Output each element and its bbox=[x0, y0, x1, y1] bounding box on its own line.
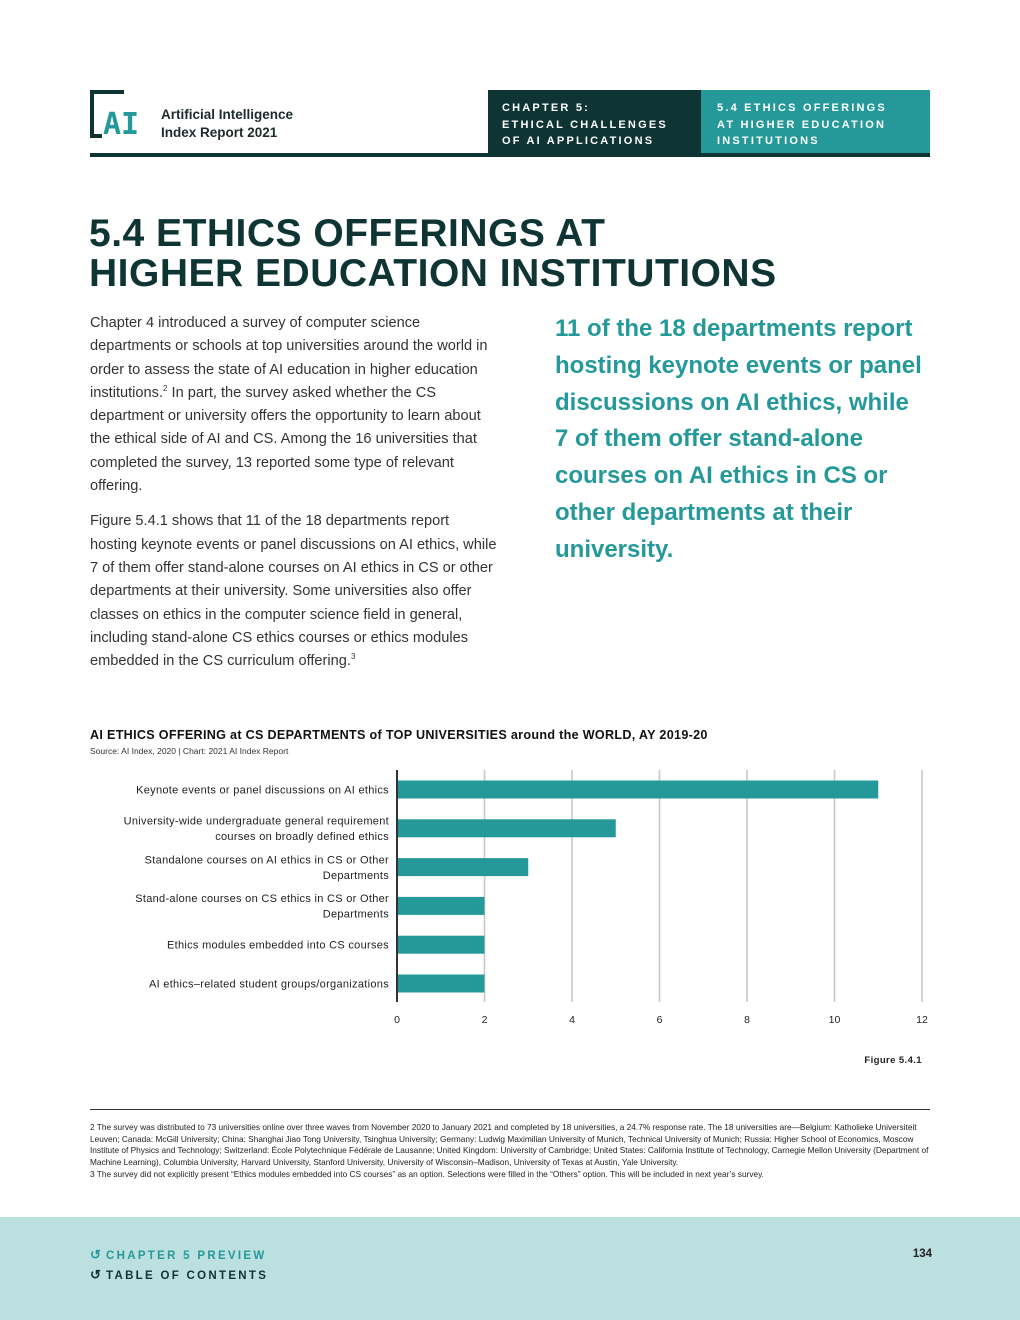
footnote-ref-2[interactable]: 2 bbox=[163, 384, 168, 394]
category-label: Keynote events or panel discussions on AI ethics bbox=[136, 784, 389, 797]
chapter-preview-link[interactable] bbox=[90, 1247, 267, 1263]
chart-source: Source: AI Index, 2020 | Chart: 2021 AI Index Report bbox=[90, 746, 289, 756]
body-paragraph-1-text-a: Chapter 4 introduced a survey of computer science departments or schools at top universities around the world in order to assess the state of AI education in higher education institutions. bbox=[90, 315, 488, 401]
x-tick-label: 4 bbox=[569, 1014, 575, 1026]
x-tick-label: 10 bbox=[828, 1014, 841, 1026]
brand-line-2: Index Report 2021 bbox=[161, 125, 278, 140]
brand-line-1: Artificial Intelligence bbox=[161, 107, 294, 122]
return-arrow-icon: ↺ bbox=[90, 1267, 101, 1282]
x-tick-label: 6 bbox=[656, 1014, 663, 1026]
chart-title: AI ETHICS OFFERING at CS DEPARTMENTS of TOP UNIVERSITIES around the WORLD, AY 2019-20 bbox=[90, 728, 708, 742]
title-line-2: HIGHER EDUCATION INSTITUTIONS bbox=[89, 252, 777, 295]
x-tick-label: 8 bbox=[744, 1014, 750, 1026]
svg-text:AI: AI bbox=[103, 107, 140, 138]
chapter-preview-label: CHAPTER 5 PREVIEW bbox=[106, 1250, 267, 1262]
table-of-contents-label: TABLE OF CONTENTS bbox=[106, 1270, 269, 1282]
section-line-3: INSTITUTIONS bbox=[717, 135, 820, 147]
bar-4 bbox=[397, 897, 485, 915]
category-label: Departments bbox=[322, 869, 389, 882]
figure-label: Figure 5.4.1 bbox=[864, 1055, 922, 1066]
section-line-1: 5.4 ETHICS OFFERINGS bbox=[717, 102, 887, 114]
bar-1 bbox=[397, 781, 878, 799]
body-paragraph-1-text-b: In part, the survey asked whether the CS department or university offers the opportunity to learn about the ethical side of AI and CS. Among the 16 universities that completed the survey, 13 reported some type of relevant offering. bbox=[90, 384, 481, 495]
bar-5 bbox=[397, 936, 485, 954]
table-of-contents-link[interactable] bbox=[90, 1267, 268, 1283]
footnotes bbox=[90, 1122, 930, 1181]
return-arrow-icon: ↺ bbox=[90, 1247, 101, 1262]
x-tick-label: 0 bbox=[394, 1014, 400, 1026]
chapter-line-2: ETHICAL CHALLENGES bbox=[502, 118, 668, 131]
footnote-ref-3[interactable]: 3 bbox=[350, 652, 356, 662]
category-label: University-wide undergraduate general requirement bbox=[123, 815, 389, 828]
bar-3 bbox=[397, 858, 528, 876]
x-tick-label: 2 bbox=[481, 1014, 488, 1026]
footnote-divider bbox=[90, 1109, 930, 1110]
title-line-1: 5.4 ETHICS OFFERINGS AT bbox=[89, 212, 606, 255]
category-label: Standalone courses on AI ethics in CS or Other bbox=[144, 854, 389, 867]
category-label: courses on broadly defined ethics bbox=[215, 831, 389, 844]
bar-6 bbox=[397, 975, 485, 993]
pull-quote: 11 of the 18 departments report hosting keynote events or panel discussions on AI ethics, while 7 of them offer stand-alone courses on AI ethics in CS or other departments at their university. bbox=[555, 315, 922, 563]
page-number: 134 bbox=[912, 1248, 932, 1260]
footnote-3: 3 The survey did not explicitly present “Ethics modules embedded into CS courses” as an option. Selections were filled in the “Others” option. This will be included in next year’s survey. bbox=[90, 1168, 764, 1179]
section-line-2: AT HIGHER EDUCATION bbox=[717, 118, 887, 131]
category-label: AI ethics–related student groups/organizations bbox=[148, 978, 389, 991]
chapter-line-3: OF AI APPLICATIONS bbox=[502, 135, 655, 147]
footnote-2: 2 The survey was distributed to 73 universities online over three waves from November 2020 to January 2021 and completed by 18 universities, a 24.7% response rate. The 18 universities are—Belgium: Katholieke Universiteit Leuven; Canada: McGill University; China: Shanghai Jiao Tong University, Tsinghua University; Germany: Ludwig Maximilian University of Munich, Technical University of Munich; Russia: Higher School of Economics, Moscow Institute of Physics and Technology; Switzerland: École Polytechnique Fédérale de Lausanne; United Kingdom: University of Cambridge; United States: California Institute of Technology, Carnegie Mellon University (Department of Machine Learning), Columbia University, Harvard University, Stanford University, University of Wisconsin–Madison, University of Texas at Austin, Yale University. bbox=[90, 1122, 929, 1168]
chapter-line-1: CHAPTER 5: bbox=[502, 102, 591, 114]
category-label: Stand-alone courses on CS ethics in CS or Other bbox=[135, 893, 389, 906]
bar-2 bbox=[397, 819, 616, 837]
body-paragraph-2-text: Figure 5.4.1 shows that 11 of the 18 departments report hosting keynote events or panel discussions on AI ethics, while 7 of them offer stand-alone courses on AI ethics in CS or other departments at their university. Some universities also offer classes on ethics in the computer science field in general, including stand-alone CS ethics courses or ethics modules embedded in the CS curriculum offering. bbox=[90, 513, 497, 670]
category-label: Ethics modules embedded into CS courses bbox=[166, 939, 389, 952]
category-label: Departments bbox=[322, 908, 389, 921]
x-tick-label: 12 bbox=[916, 1014, 928, 1026]
